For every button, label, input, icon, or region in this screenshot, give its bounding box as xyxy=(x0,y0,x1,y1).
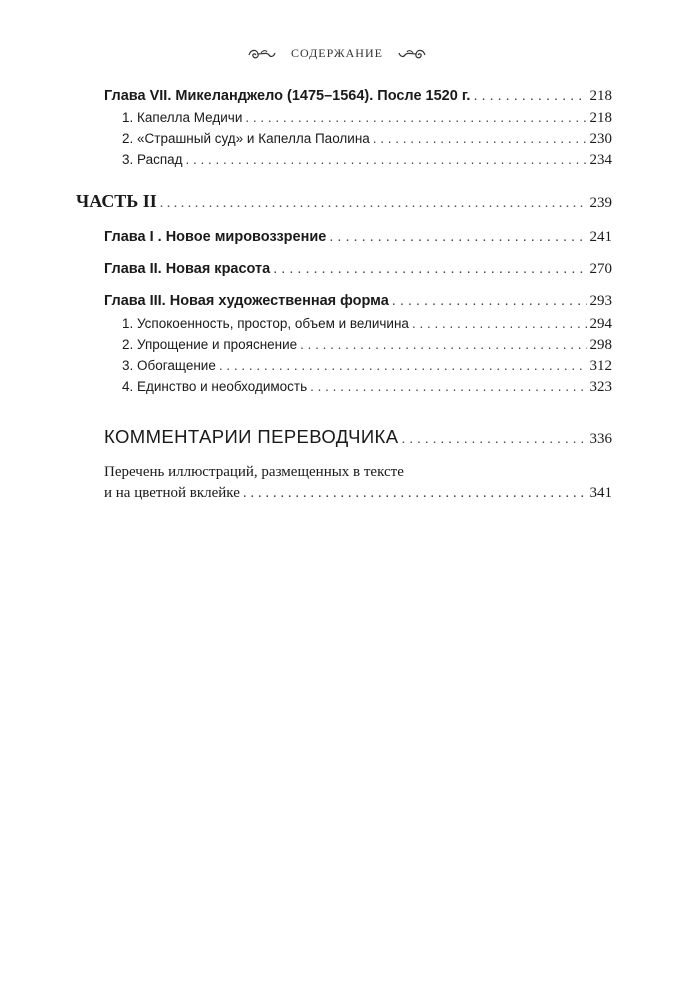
toc-entry-page: 298 xyxy=(589,337,612,353)
toc-entry-label: и на цветной вклейке xyxy=(104,485,240,501)
right-ornament-icon xyxy=(397,47,427,61)
toc-entry-part-2-chapter-2[interactable] xyxy=(104,261,612,278)
toc-entry-page: 218 xyxy=(589,88,612,104)
toc-entry-part-2-chapter-1[interactable] xyxy=(104,229,612,246)
toc-entry-label: Глава II. Новая красота xyxy=(104,261,271,277)
toc-entry-page: 230 xyxy=(589,131,612,147)
toc-entry-label: Глава I . Новое мировоззрение xyxy=(104,229,327,245)
dot-leader xyxy=(186,152,587,167)
toc-entry-page: 336 xyxy=(589,431,612,447)
toc-entry-part-2-chapter-3[interactable] xyxy=(104,293,612,310)
dot-leader xyxy=(310,379,586,394)
toc-entry-page: 239 xyxy=(589,195,612,211)
dot-leader xyxy=(243,485,587,502)
dot-leader xyxy=(300,337,586,352)
toc-entry-label: 1. Капелла Медичи xyxy=(122,110,243,125)
dot-leader xyxy=(160,196,587,212)
toc-entry-page: 241 xyxy=(589,229,612,245)
toc-entry-part-2-chapter-3-section-4[interactable] xyxy=(122,379,612,396)
dot-leader xyxy=(473,88,586,104)
toc-entry-label: 3. Распад xyxy=(122,152,183,167)
toc-entry-label: ЧАСТЬ II xyxy=(76,191,157,211)
toc-entry-label: КОММЕНТАРИИ ПЕРЕВОДЧИКА xyxy=(104,426,399,447)
toc-entry-chapter-7-section-3[interactable] xyxy=(122,152,612,169)
toc-entry-illustrations[interactable] xyxy=(104,485,612,502)
dot-leader xyxy=(412,316,587,331)
toc-entry-page: 341 xyxy=(589,485,612,501)
toc-entry-page: 234 xyxy=(589,152,612,168)
toc-entry-illustrations-line-1[interactable]: Перечень иллюстраций, размещенных в тексте xyxy=(104,464,404,480)
dot-leader xyxy=(245,110,586,125)
toc-entry-page: 218 xyxy=(589,110,612,126)
toc-entry-part-2[interactable] xyxy=(76,191,612,212)
toc-entry-label: 4. Единство и необходимость xyxy=(122,379,308,394)
toc-entry-page: 323 xyxy=(589,379,612,395)
toc-entry-part-2-chapter-3-section-3[interactable] xyxy=(122,358,612,375)
toc-entry-label: 2. «Страшный суд» и Капелла Паолина xyxy=(122,131,370,146)
left-ornament-icon xyxy=(247,47,277,61)
dot-leader xyxy=(273,261,586,277)
dot-leader xyxy=(219,358,587,373)
toc-entry-chapter-7-section-2[interactable] xyxy=(122,131,612,148)
dot-leader xyxy=(401,430,586,446)
toc-entry-chapter-7[interactable] xyxy=(104,88,612,105)
toc-entry-label: 2. Упрощение и прояснение xyxy=(122,337,298,352)
toc-entry-part-2-chapter-3-section-1[interactable] xyxy=(122,316,612,333)
running-header xyxy=(0,46,674,61)
toc-entry-label: 1. Успокоенность, простор, объем и величина xyxy=(122,316,409,331)
toc-entry-part-2-chapter-3-section-2[interactable] xyxy=(122,337,612,354)
toc-entry-translator-comments[interactable] xyxy=(104,426,612,448)
toc-entry-page: 293 xyxy=(589,293,612,309)
toc-entry-label: 3. Обогащение xyxy=(122,358,216,373)
toc-entry-label: Глава III. Новая художественная форма xyxy=(104,293,389,309)
toc-entry-page: 270 xyxy=(589,261,612,277)
header-title: СОДЕРЖАНИЕ xyxy=(291,46,383,60)
dot-leader xyxy=(373,131,587,146)
dot-leader xyxy=(329,229,586,245)
toc-entry-label: Глава VII. Микеланджело (1475–1564). После 1520 г. xyxy=(104,88,471,104)
toc-entry-page: 294 xyxy=(589,316,612,332)
toc-entry-page: 312 xyxy=(589,358,612,374)
toc-entry-chapter-7-section-1[interactable] xyxy=(122,110,612,127)
dot-leader xyxy=(392,293,587,309)
